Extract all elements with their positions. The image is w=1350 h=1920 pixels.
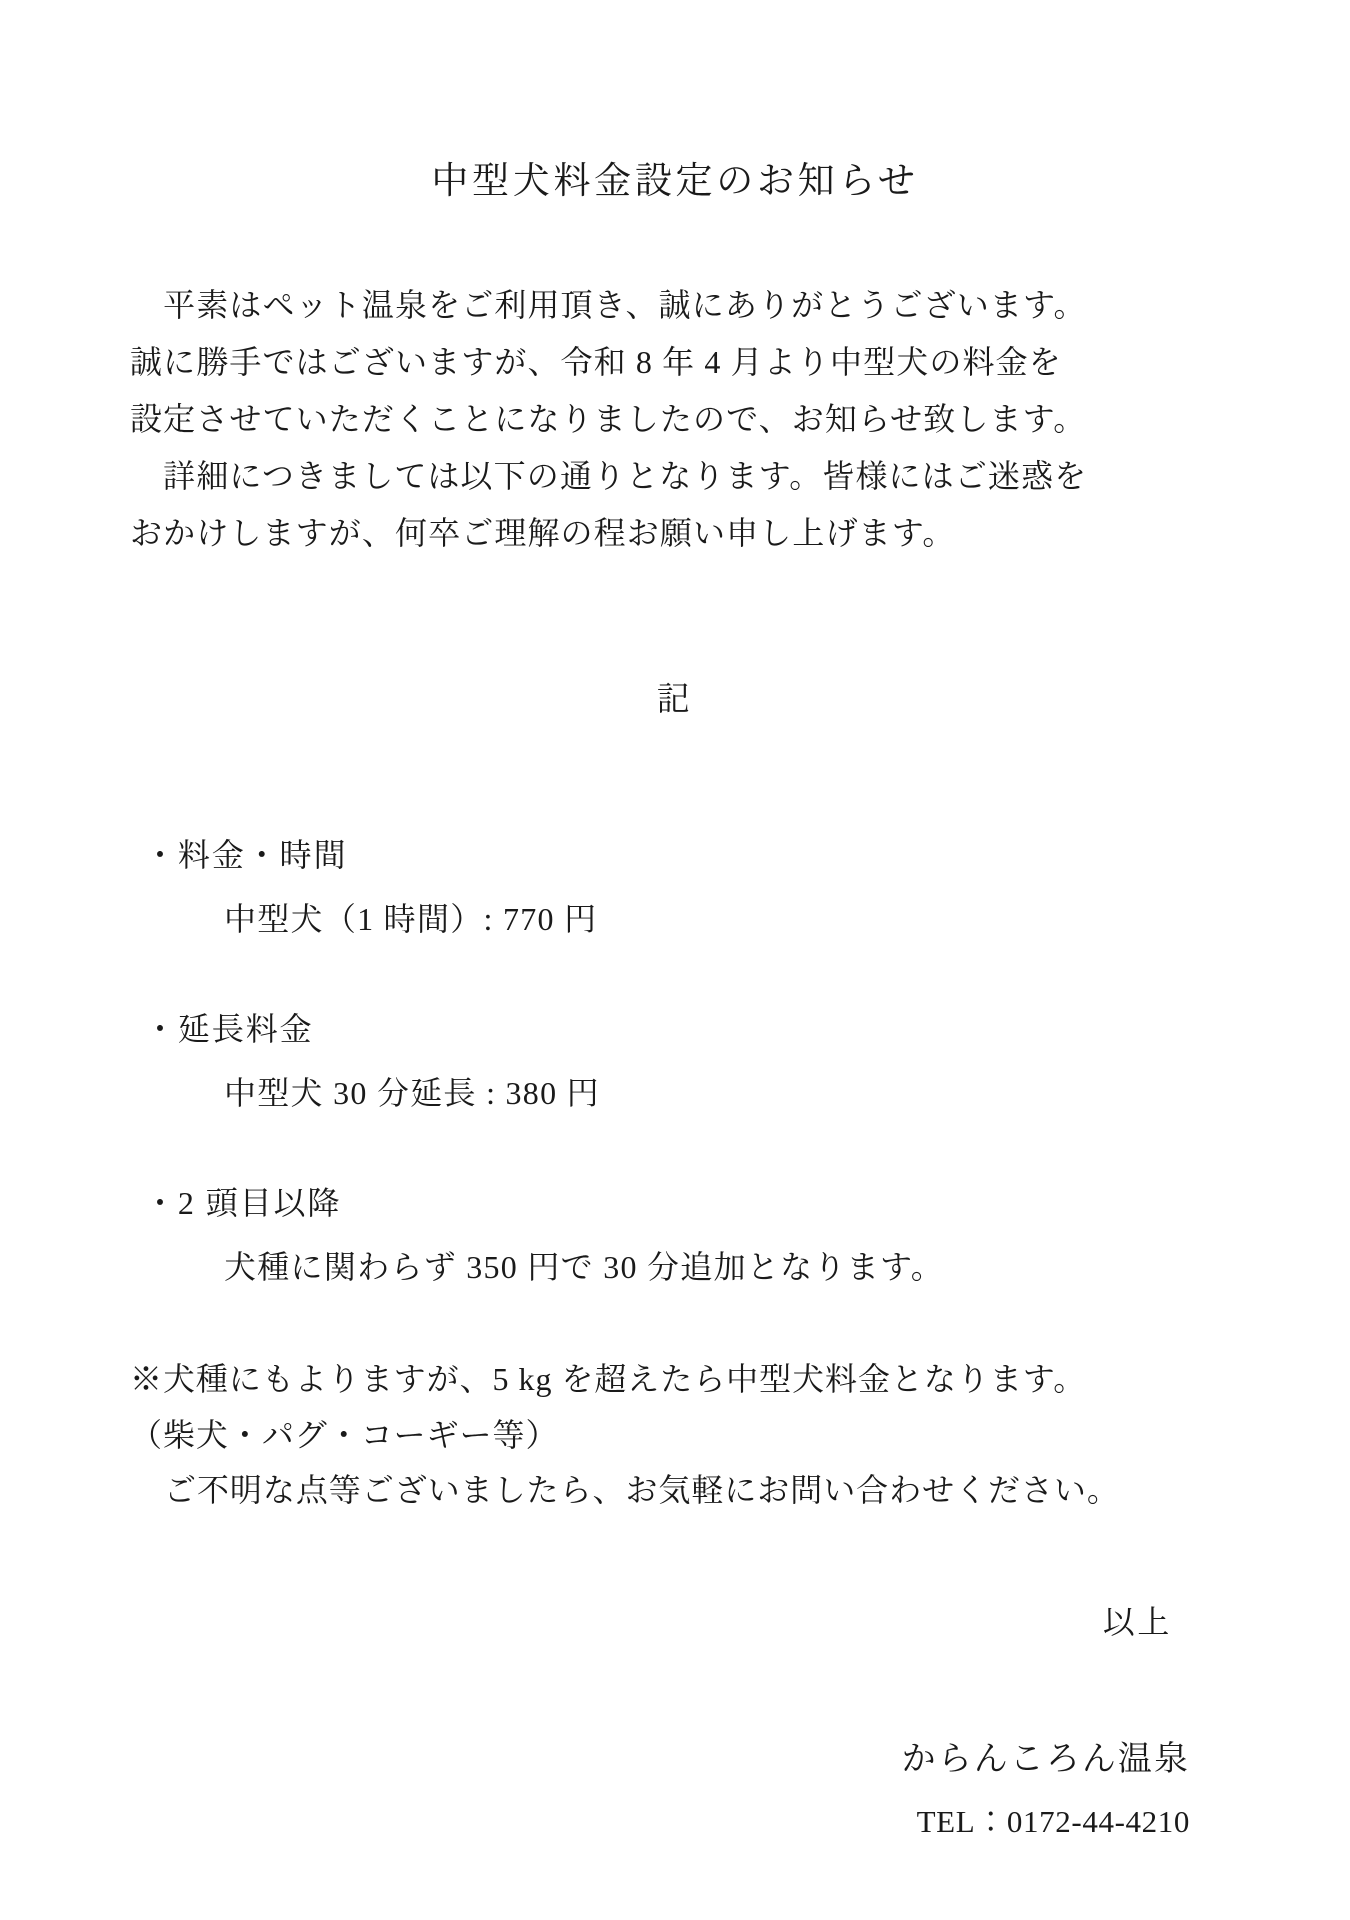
intro-line-3: 設定させていただくことになりましたので、お知らせ致します。 xyxy=(130,400,1087,437)
intro-line-5: おかけしますが、何卒ご理解の程お願い申し上げます。 xyxy=(130,514,956,551)
section-pricing-time xyxy=(130,830,1220,940)
price-sections xyxy=(130,830,1220,1288)
section-second-dog xyxy=(130,1178,1220,1288)
note-line-inquiry: ご不明な点等ございましたら、お気軽にお問い合わせください。 xyxy=(164,1472,1120,1509)
notes-block xyxy=(130,1352,1220,1519)
intro-block xyxy=(130,278,1220,561)
signature-block xyxy=(130,1731,1220,1841)
page-title: 中型犬料金設定のお知らせ xyxy=(431,161,919,202)
section-body: 中型犬 30 分延長 : 380 円 xyxy=(224,1074,600,1111)
ki-marker: 記 xyxy=(656,681,694,718)
intro-line-2: 誠に勝手ではございますが、令和 8 年 4 月より中型犬の料金を xyxy=(130,343,1062,380)
company-name: からんころん温泉 xyxy=(901,1740,1190,1778)
section-body: 中型犬（1 時間）: 770 円 xyxy=(224,900,598,937)
company-phone: TEL：0172-44-4210 xyxy=(916,1803,1190,1839)
note-line-weight: ※犬種にもよりますが、5 kg を超えたら中型犬料金となります。 xyxy=(130,1360,1087,1397)
section-heading: ・料金・時間 xyxy=(144,836,348,873)
section-heading: ・延長料金 xyxy=(144,1010,314,1047)
note-line-breeds: （柴犬・パグ・コーギー等） xyxy=(130,1416,559,1453)
intro-line-1: 平素はペット温泉をご利用頂き、誠にありがとうございます。 xyxy=(130,286,1087,323)
intro-line-4: 詳細につきましては以下の通りとなります。皆様にはご迷惑を xyxy=(130,457,1088,494)
closing-marker: 以上 xyxy=(1102,1603,1172,1640)
section-heading: ・2 頭目以降 xyxy=(144,1184,342,1221)
section-extension-fee xyxy=(130,1004,1220,1114)
section-body: 犬種に関わらず 350 円で 30 分追加となります。 xyxy=(224,1248,945,1285)
